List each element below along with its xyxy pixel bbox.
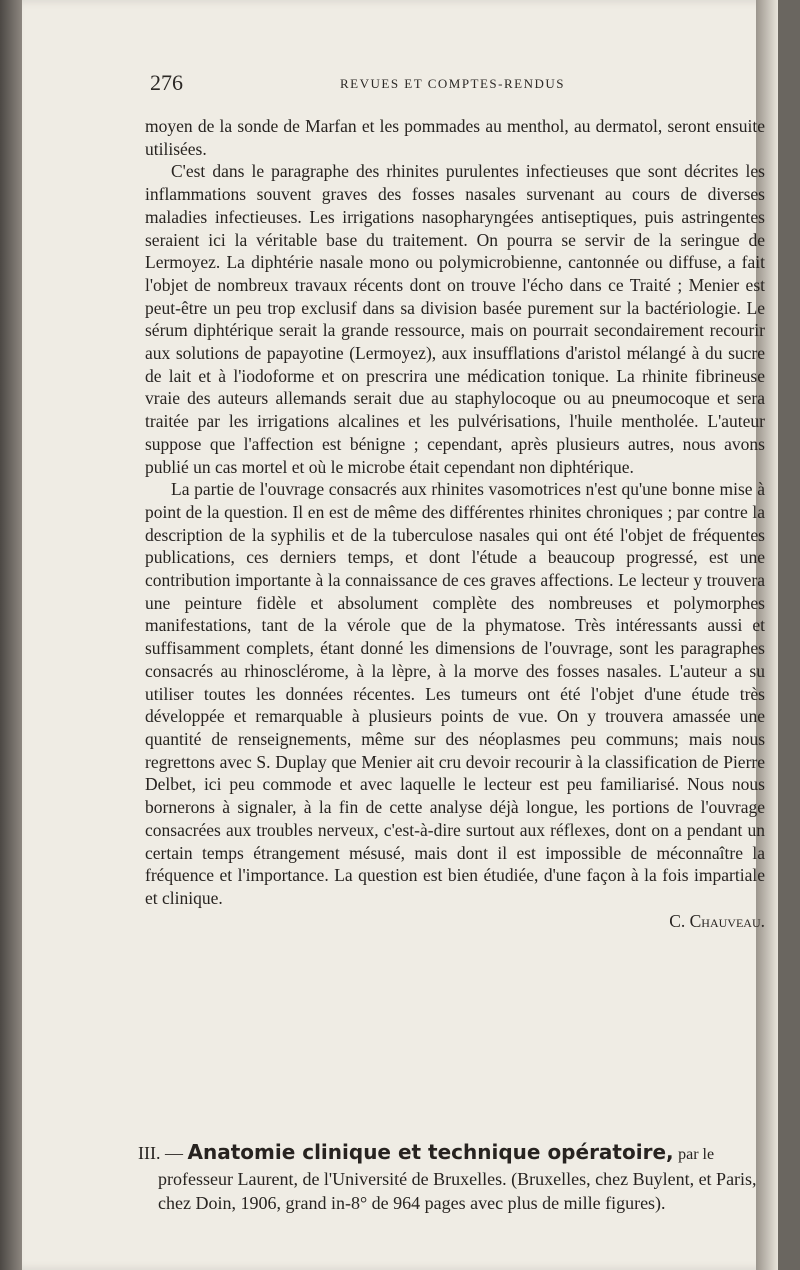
book-spine-shadow <box>0 0 22 1270</box>
section-number: III. — <box>138 1143 183 1163</box>
review-text <box>145 115 765 932</box>
reviewer-signature: C. Chauveau. <box>669 910 765 931</box>
section-iii-heading <box>138 1140 766 1215</box>
paragraph-rhinites-purulentes: C'est dans le paragraphe des rhinites purulentes infectieuses que sont décrites les inflammations souvent graves des fosses nasales survenant au cours de diverses maladies infectieuses. Les irrigations nasopharyngées antiseptiques, puis astringentes seraient ici la véritable base du traitement. On pourra se servir de la seringue de Lermoyez. La diphtérie nasale mono ou polymicrobienne, cantonnée ou diffuse, a fait l'objet de nombreux travaux récents dont on trouve l'écho dans ce Traité ; Menier est peut-être un peu trop exclusif dans sa division basée purement sur la bactériologie. Le sérum diphtérique serait la grande ressource, mais on pourrait secondairement recourir aux solutions de papayotine (Lermoyez), aux insufflations d'aristol mélangé à du sucre de lait et à l'iodoforme et on prescrira une médication tonique. La rhinite fibrineuse vraie des auteurs allemands serait due au staphylocoque ou au pneumocoque et sera traitée par les irrigations alcalines et les pulvérisations, l'huile mentholée. L'auteur suppose que l'affection est bénigne ; cependant, après plusieurs autres, nous avons publié un cas mortel et où le microbe était cependant non diphtérique. <box>145 161 765 477</box>
running-title: REVUES ET COMPTES-RENDUS <box>340 76 566 91</box>
paragraph-rhinites-vasomotrices: La partie de l'ouvrage consacrés aux rhinites vasomotrices n'est qu'une bonne mise à point de la question. Il en est de même des différentes rhinites chroniques ; par contre la description de la syphilis et de la tuberculose nasales qui ont été l'objet de fréquentes publications, ces derniers temps, et dont l'étude a beaucoup progressé, est une contribution importante à la connaissance de ces graves affections. Le lecteur y trouvera une peinture fidèle et absolument complète des nombreuses et polymorphes manifestations, tant de la vérole que de la phymatose. Très intéressants aussi et suffisamment complets, étant donné les dimensions de l'ouvrage, sont les paragraphes consacrés au rhinosclérome, à la lèpre, à la morve des fosses nasales. L'auteur a su utiliser toutes les données récentes. Les tumeurs ont été l'objet d'une étude très développée et remarquable à plusieurs points de vue. On y trouvera amassée une quantité de renseignements, même sur des néoplasmes peu communs; mais nous regrettons avec S. Duplay que Menier ait cru devoir recourir à la classification de Pierre Delbet, ici peu commode et avec laquelle le lecteur est peu familiarisé. Nous nous bornerons à signaler, à la fin de cette analyse déjà longue, les portions de l'ouvrage consacrées aux troubles nerveux, c'est-à-dire surtout aux réflexes, dont on a pendant un certain temps étrangement mésusé, mais dont il est impossible de méconnaître la fréquence et l'importance. La question est bien étudiée, d'une façon à la fois impartiale et clinique. <box>145 479 765 908</box>
paragraph-continuation: moyen de la sonde de Marfan et les pommades au menthol, au dermatol, seront ensuite utilisées. <box>145 116 765 159</box>
page-number: 276 <box>150 70 183 95</box>
book-reference: professeur Laurent, de l'Université de Bruxelles. (Bruxelles, chez Buylent, et Paris, chez Doin, 1906, grand in-8° de 964 pages avec plus de mille figures). <box>158 1169 757 1213</box>
section-title: Anatomie clinique et technique opératoire, <box>187 1140 674 1164</box>
section-by: par le <box>678 1146 715 1163</box>
page-header <box>150 70 760 98</box>
signature-line <box>145 910 765 933</box>
